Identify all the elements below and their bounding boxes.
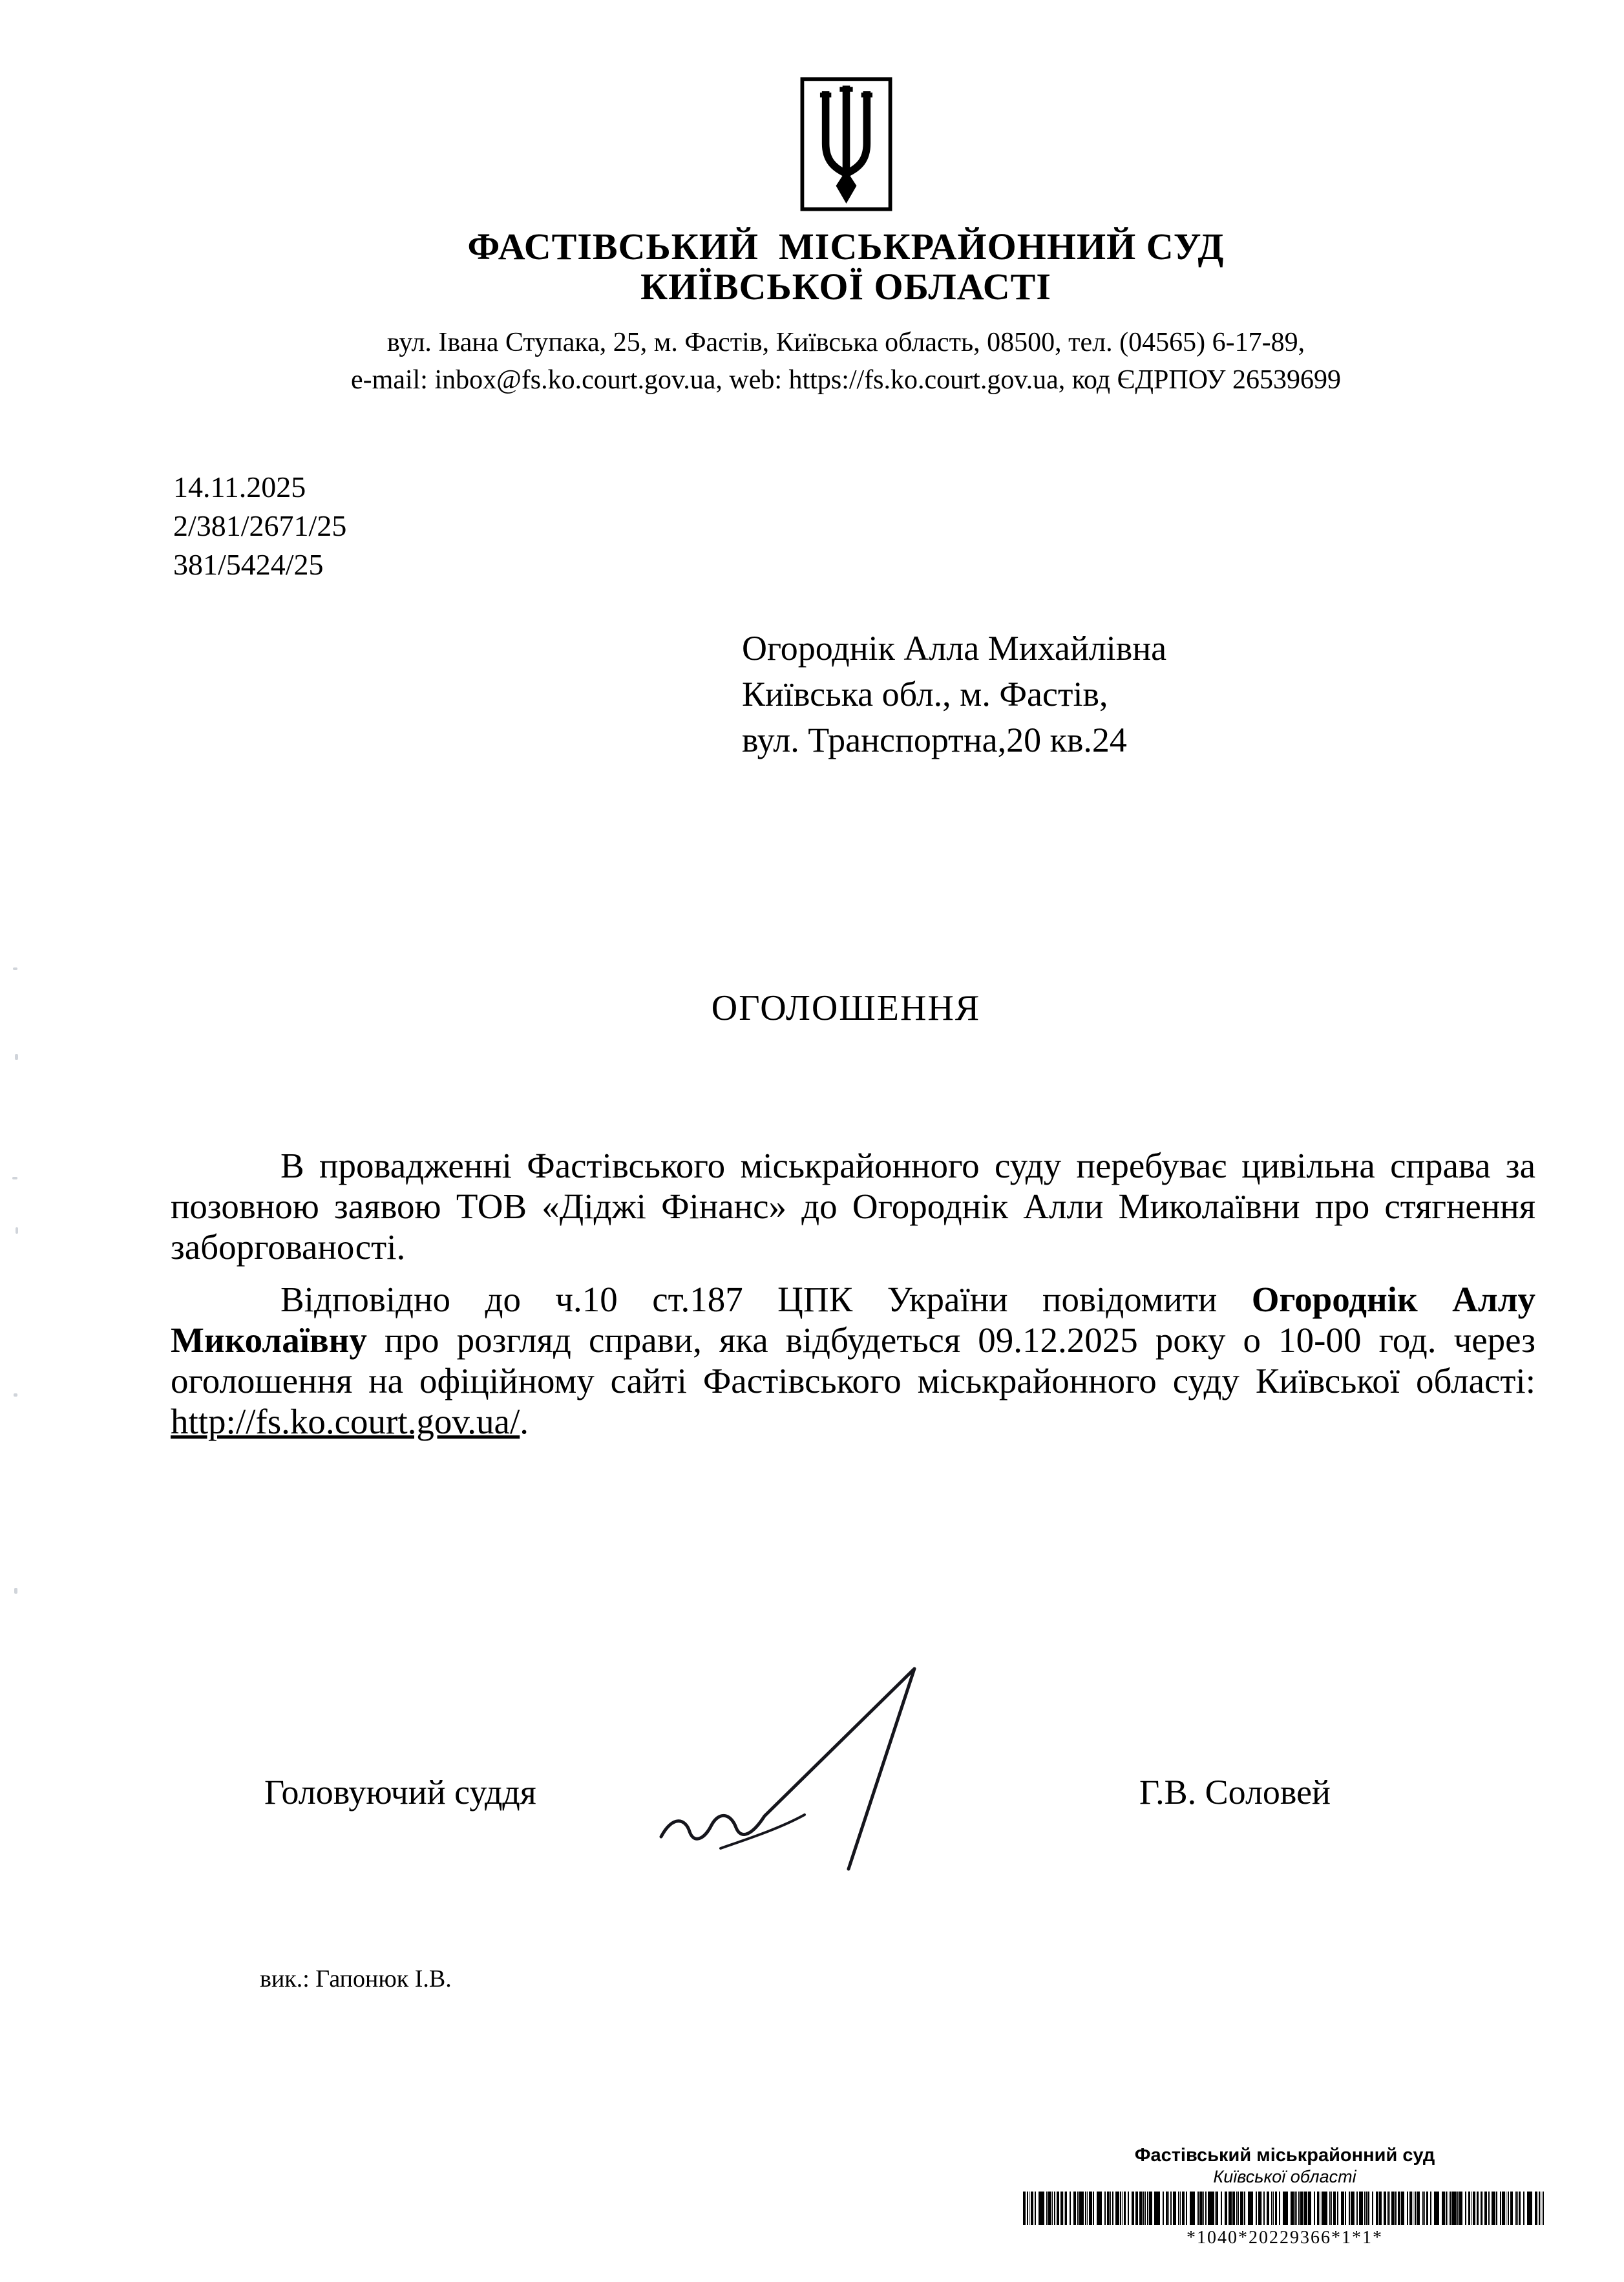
body-paragraph-1 [171, 1145, 1535, 1267]
judge-name: Г.В. Соловей [1139, 1773, 1331, 1812]
scan-artifact [12, 1177, 17, 1179]
recipient-address-line2: вул. Транспортна,20 кв.24 [742, 721, 1127, 759]
footer-stamp [1023, 2144, 1546, 2248]
paragraph2-text-1: Відповідно до ч.10 ст.187 ЦПК України повідомити [280, 1280, 1252, 1319]
paragraph2-text-3: . [520, 1402, 529, 1441]
document-header [68, 76, 1624, 399]
court-address-line: вул. Івана Ступака, 25, м. Фастів, Київська область, 08500, тел. (04565) 6-17-89, [386, 328, 1305, 357]
respondent-name-bold: Огороднік Аллу Миколаївну [171, 1280, 1536, 1360]
reference-block [173, 468, 346, 584]
footer-court-name: Фастівський міськрайонний суд [1134, 2145, 1435, 2166]
document-title: ОГОЛОШЕННЯ [711, 988, 981, 1028]
judge-role-label: Головуючий суддя [264, 1773, 536, 1812]
court-contact-line: e-mail: inbox@fs.ko.court.gov.ua, web: https://fs.ko.court.gov.ua, код ЄДРПОУ 26539699 [351, 365, 1341, 395]
recipient-name: Огороднік Алла Михайлівна [742, 629, 1167, 668]
recipient-address-line1: Київська обл., м. Фастів, [742, 675, 1108, 713]
document-barcode [1023, 2192, 1544, 2225]
court-name-line1: ФАСТІВСЬКИЙ МІСЬКРАЙОННИЙ СУД [467, 226, 1225, 268]
paragraph1-text: В провадженні Фастівського міськрайонного суду перебуває цивільна справа за позовною заявою ТОВ «Діджі Фінанс» до Огороднік Алли Миколаївни про стягнення заборгованості. [171, 1146, 1535, 1267]
court-website-link: http://fs.ko.court.gov.ua/ [171, 1402, 520, 1441]
scan-artifact [14, 1588, 17, 1594]
case-number: 2/381/2671/25 [173, 509, 347, 542]
ukraine-coat-of-arms-icon [799, 76, 893, 212]
handwritten-signature [643, 1654, 953, 1881]
document-date: 14.11.2025 [173, 470, 306, 503]
court-contacts [68, 324, 1624, 399]
body-paragraph-2 [171, 1279, 1535, 1442]
court-name-line2: КИЇВСЬКОЇ ОБЛАСТІ [640, 266, 1051, 308]
scan-artifact [16, 1227, 18, 1234]
scan-artifact [14, 1393, 17, 1397]
outgoing-number: 381/5424/25 [173, 548, 324, 581]
footer-court-region: Київської області [1213, 2167, 1356, 2186]
paragraph2-text-2: про розгляд справи, яка відбудеться 09.12.2025 року о 10-00 год. через оголошення на офіційному сайті Фастівського міськрайонного суду Київської області: [171, 1320, 1535, 1400]
scan-artifact [13, 967, 17, 970]
recipient-block [742, 626, 1166, 763]
document-body [171, 1145, 1535, 1442]
executor-line: вик.: Гапонюк І.В. [260, 1965, 452, 1992]
scan-artifact [15, 1054, 18, 1060]
barcode-text: *1040*20229366*1*1* [1186, 2228, 1383, 2248]
